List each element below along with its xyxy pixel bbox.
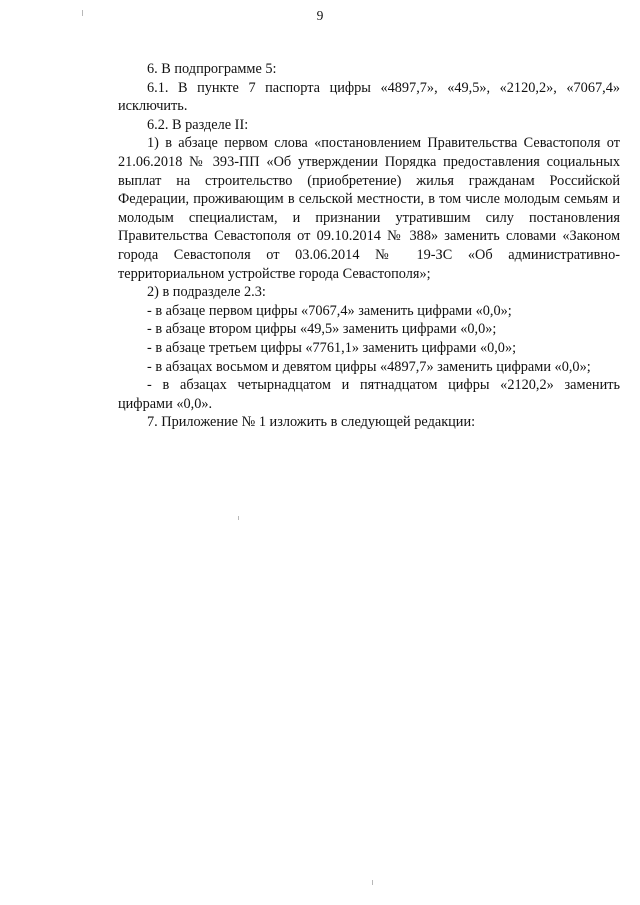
paragraph-subsection-2-3: 2) в подразделе 2.3: <box>147 284 266 301</box>
scan-speck <box>82 10 83 16</box>
page-number: 9 <box>316 8 324 23</box>
paragraph-section-2-item-1 <box>118 134 620 283</box>
list-item: - в абзаце третьем цифры «7761,1» заменить цифрами «0,0»; <box>147 339 517 356</box>
list-item: - в абзаце втором цифры «49,5» заменить цифрами «0,0»; <box>147 321 497 338</box>
paragraph-section-2-item-1-text: 1) в абзаце первом слова «постановлением Правительства Севастополя от 21.06.2018 № 393-ПП «Об утверждении Порядка предоставления социальных выплат на строительство (приобретение) жилья гражданам Российской Федерации, проживающим в сельской местности, в том числе молодым семьям и молодым специалистам, и признании утратившим силу постановления Правительства Севастополя от 09.10.2014 № 388» заменить <box>118 135 620 245</box>
paragraph-appendix-1: 7. Приложение № 1 изложить в следующей редакции: <box>147 414 476 431</box>
scan-speck <box>238 516 239 520</box>
paragraph-6-2: 6.2. В разделе II: <box>147 116 249 133</box>
list-item: - в абзацах четырнадцатом и пятнадцатом цифры «2120,2» заменить цифрами «0,0». <box>118 377 620 412</box>
list-item: - в абзаце первом цифры «7067,4» заменить цифрами «0,0»; <box>147 302 512 319</box>
paragraph-section-2-item-1-continued: словами «Законом города Севастополя от 03.06.2014 № 19-ЗС «Об административно-территориальном устройстве города Севастополя»; <box>118 228 620 282</box>
paragraph-6-1: 6.1. В пункте 7 паспорта цифры «4897,7», «49,5», «2120,2», «7067,4» исключить. <box>118 79 620 115</box>
list-item: - в абзацах восьмом и девятом цифры «4897,7» заменить цифрами «0,0»; <box>147 358 591 375</box>
document-body <box>118 60 620 432</box>
scan-speck <box>372 880 373 885</box>
paragraph-subprogram-5: 6. В подпрограмме 5: <box>147 61 277 77</box>
